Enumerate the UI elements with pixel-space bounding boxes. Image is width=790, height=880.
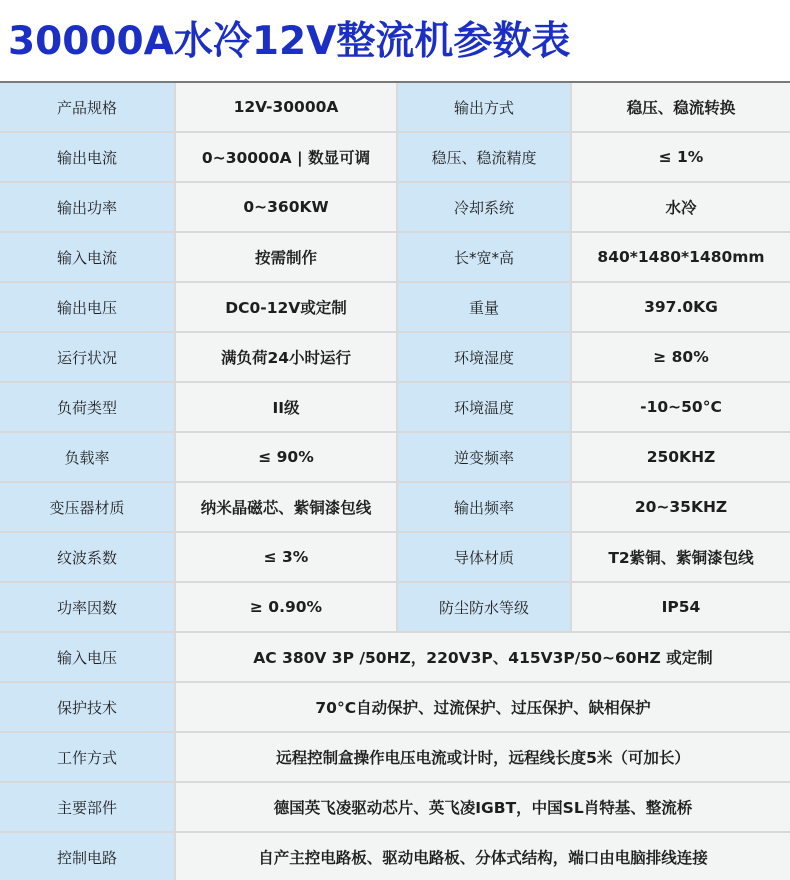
table-row-wide — [0, 833, 790, 880]
table-row — [0, 183, 790, 231]
param-label: 导体材质 — [398, 533, 570, 581]
table-row — [0, 333, 790, 381]
param-value: 自产主控电路板、驱动电路板、分体式结构，端口由电脑排线连接 — [176, 833, 790, 880]
table-row-wide — [0, 733, 790, 781]
param-label: 负载率 — [0, 433, 174, 481]
param-label: 逆变频率 — [398, 433, 570, 481]
table-row-wide — [0, 633, 790, 681]
param-value: 70°C自动保护、过流保护、过压保护、缺相保护 — [176, 683, 790, 731]
param-value: 250KHZ — [572, 433, 790, 481]
param-value: 水冷 — [572, 183, 790, 231]
param-label: 输出频率 — [398, 483, 570, 531]
param-label: 产品规格 — [0, 83, 174, 131]
param-label: 运行状况 — [0, 333, 174, 381]
table-row-wide — [0, 783, 790, 831]
param-value: 远程控制盒操作电压电流或计时，远程线长度5米（可加长） — [176, 733, 790, 781]
table-row — [0, 133, 790, 181]
param-value: ≥ 0.90% — [176, 583, 396, 631]
param-value: -10~50°C — [572, 383, 790, 431]
param-label: 纹波系数 — [0, 533, 174, 581]
param-label: 负荷类型 — [0, 383, 174, 431]
spec-table — [0, 81, 790, 880]
param-label: 变压器材质 — [0, 483, 174, 531]
param-value: 德国英飞凌驱动芯片、英飞凌IGBT，中国SL肖特基、整流桥 — [176, 783, 790, 831]
param-label: 控制电路 — [0, 833, 174, 880]
param-value: 0~30000A | 数显可调 — [176, 133, 396, 181]
param-value: ≤ 3% — [176, 533, 396, 581]
param-label: 输出电压 — [0, 283, 174, 331]
param-value: 840*1480*1480mm — [572, 233, 790, 281]
param-label: 重量 — [398, 283, 570, 331]
param-label: 长*宽*高 — [398, 233, 570, 281]
page-title: 30000A水冷12V整流机参数表 — [8, 19, 571, 64]
table-row-wide — [0, 683, 790, 731]
param-value: 20~35KHZ — [572, 483, 790, 531]
param-label: 输出电流 — [0, 133, 174, 181]
param-label: 输出功率 — [0, 183, 174, 231]
table-row — [0, 533, 790, 581]
param-label: 工作方式 — [0, 733, 174, 781]
param-label: 输出方式 — [398, 83, 570, 131]
param-value: 0~360KW — [176, 183, 396, 231]
table-row — [0, 233, 790, 281]
table-row — [0, 483, 790, 531]
param-value: 12V-30000A — [176, 83, 396, 131]
param-value: 纳米晶磁芯、紫铜漆包线 — [176, 483, 396, 531]
param-value: 稳压、稳流转换 — [572, 83, 790, 131]
table-row — [0, 83, 790, 131]
param-label: 输入电流 — [0, 233, 174, 281]
param-label: 稳压、稳流精度 — [398, 133, 570, 181]
param-label: 防尘防水等级 — [398, 583, 570, 631]
param-label: 功率因数 — [0, 583, 174, 631]
param-value: 397.0KG — [572, 283, 790, 331]
param-value: T2紫铜、紫铜漆包线 — [572, 533, 790, 581]
param-label: 主要部件 — [0, 783, 174, 831]
param-value: 按需制作 — [176, 233, 396, 281]
param-value: IP54 — [572, 583, 790, 631]
param-label: 环境温度 — [398, 383, 570, 431]
param-label: 冷却系统 — [398, 183, 570, 231]
table-row — [0, 383, 790, 431]
param-label: 环境湿度 — [398, 333, 570, 381]
param-value: II级 — [176, 383, 396, 431]
param-label: 输入电压 — [0, 633, 174, 681]
table-row — [0, 583, 790, 631]
param-value: ≤ 1% — [572, 133, 790, 181]
param-label: 保护技术 — [0, 683, 174, 731]
param-value: ≥ 80% — [572, 333, 790, 381]
param-value: DC0-12V或定制 — [176, 283, 396, 331]
param-value: 满负荷24小时运行 — [176, 333, 396, 381]
table-row — [0, 433, 790, 481]
param-value: AC 380V 3P /50HZ，220V3P、415V3P/50~60HZ 或定制 — [176, 633, 790, 681]
param-value: ≤ 90% — [176, 433, 396, 481]
table-row — [0, 283, 790, 331]
